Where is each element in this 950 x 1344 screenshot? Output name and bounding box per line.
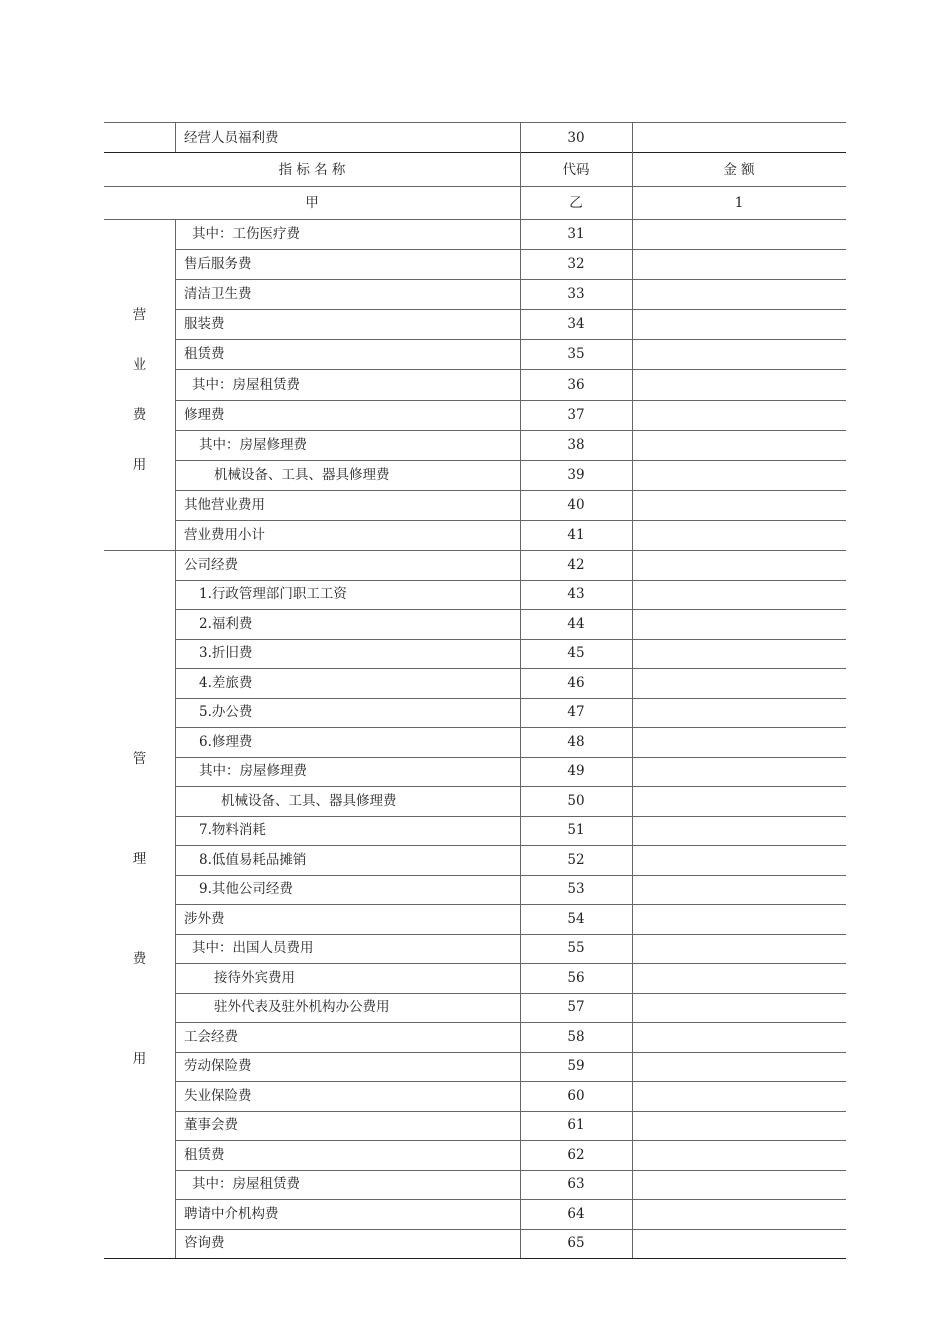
row-name: 机械设备、工具、器具修理费 (221, 792, 397, 809)
amount-cell (632, 369, 846, 399)
amount-cell (632, 1022, 846, 1052)
row-name: 4.差旅费 (199, 674, 253, 691)
row-code: 31 (567, 226, 585, 243)
row-name: 机械设备、工具、器具修理费 (214, 466, 390, 483)
row-code: 58 (567, 1028, 585, 1045)
amount-cell (632, 1140, 846, 1170)
row-name: 其中：房屋修理费 (199, 763, 307, 780)
row-divider (104, 1258, 846, 1259)
row-name: 3.折旧费 (199, 645, 253, 662)
row-code: 36 (567, 376, 585, 393)
row-name: 涉外费 (184, 910, 225, 927)
row-name: 其中：房屋修理费 (199, 436, 307, 453)
amount-cell (632, 460, 846, 490)
row-name: 2.福利费 (199, 615, 253, 632)
row-code: 40 (567, 496, 585, 513)
row-code: 51 (567, 822, 585, 839)
row-name: 其中：工伤医疗费 (192, 226, 300, 243)
amount-cell (632, 1081, 846, 1111)
header-amount: 金 额 (723, 162, 755, 178)
subheader-name: 甲 (305, 195, 319, 211)
row-divider (104, 122, 846, 123)
row-code: 62 (567, 1146, 585, 1163)
column-divider (175, 550, 176, 1258)
amount-cell (632, 875, 846, 905)
amount-cell (632, 249, 846, 279)
amount-cell (632, 609, 846, 639)
amount-cell (632, 904, 846, 934)
row-code: 64 (567, 1205, 585, 1222)
group-label-char: 费 (132, 407, 147, 423)
row-code: 45 (567, 645, 585, 662)
subheader-code: 乙 (569, 195, 583, 211)
row-code: 46 (567, 674, 585, 691)
amount-cell (632, 963, 846, 993)
group-label-char: 费 (132, 951, 147, 967)
row-code: 42 (567, 556, 585, 573)
group-label-char: 用 (132, 1051, 147, 1067)
row-name: 其中：房屋租赁费 (192, 376, 300, 393)
row-code: 53 (567, 881, 585, 898)
amount-cell (632, 339, 846, 369)
column-divider (632, 550, 633, 1258)
row-code: 50 (567, 792, 585, 809)
row-name: 1.行政管理部门职工工资 (199, 586, 347, 603)
header-code: 代码 (562, 162, 590, 178)
row-code: 63 (567, 1176, 585, 1193)
amount-cell (632, 1111, 846, 1141)
column-divider (520, 550, 521, 1258)
amount-cell (632, 993, 846, 1023)
row-code: 57 (567, 999, 585, 1016)
row-name: 售后服务费 (184, 256, 252, 273)
row-code: 30 (567, 130, 585, 146)
column-divider (632, 122, 633, 219)
amount-cell (632, 757, 846, 787)
amount-cell (632, 400, 846, 430)
row-code: 55 (567, 940, 585, 957)
row-name: 租赁费 (184, 346, 225, 363)
row-name: 董事会费 (184, 1117, 238, 1134)
row-name: 服装费 (184, 316, 225, 333)
row-name: 清洁卫生费 (184, 286, 252, 303)
row-name: 7.物料消耗 (199, 822, 266, 839)
row-code: 32 (567, 256, 585, 273)
row-name: 9.其他公司经费 (199, 881, 293, 898)
column-divider (175, 122, 176, 152)
column-divider (175, 219, 176, 550)
amount-cell (632, 430, 846, 460)
row-name: 其他营业费用 (184, 496, 265, 513)
row-name: 修理费 (184, 406, 225, 423)
group-label-char: 业 (132, 357, 147, 373)
row-name: 驻外代表及驻外机构办公费用 (214, 999, 390, 1016)
header-name: 指 标 名 称 (278, 162, 346, 178)
row-name: 失业保险费 (184, 1087, 252, 1104)
amount-cell (632, 786, 846, 816)
row-divider (104, 186, 846, 187)
row-code: 59 (567, 1058, 585, 1075)
amount-cell (632, 550, 846, 580)
group-label-char: 营 (132, 307, 147, 323)
row-divider (104, 152, 846, 153)
amount-cell (632, 845, 846, 875)
row-name: 公司经费 (184, 556, 238, 573)
row-name: 经营人员福利费 (184, 130, 279, 146)
amount-cell (632, 1199, 846, 1229)
row-name: 其中：出国人员费用 (192, 940, 314, 957)
group-label-char: 管 (132, 751, 147, 767)
row-code: 47 (567, 704, 585, 721)
amount-cell (632, 219, 846, 249)
row-name: 工会经费 (184, 1028, 238, 1045)
row-name: 接待外宾费用 (214, 969, 295, 986)
row-name: 咨询费 (184, 1235, 225, 1252)
amount-cell (632, 580, 846, 610)
row-name: 8.低值易耗品摊销 (199, 851, 307, 868)
row-code: 39 (567, 466, 585, 483)
amount-cell (632, 1052, 846, 1082)
amount-cell (632, 1229, 846, 1259)
row-code: 35 (567, 346, 585, 363)
row-name: 劳动保险费 (184, 1058, 252, 1075)
row-code: 48 (567, 733, 585, 750)
row-code: 60 (567, 1087, 585, 1104)
amount-cell (632, 279, 846, 309)
amount-cell (632, 727, 846, 757)
row-code: 54 (567, 910, 585, 927)
row-code: 52 (567, 851, 585, 868)
row-code: 56 (567, 969, 585, 986)
row-code: 61 (567, 1117, 585, 1134)
group-label-char: 理 (132, 851, 147, 867)
amount-cell (632, 309, 846, 339)
column-divider (632, 219, 633, 550)
amount-cell (632, 1170, 846, 1200)
column-divider (520, 219, 521, 550)
row-name: 6.修理费 (199, 733, 253, 750)
amount-cell (632, 490, 846, 520)
row-code: 38 (567, 436, 585, 453)
amount-cell (632, 816, 846, 846)
row-name: 租赁费 (184, 1146, 225, 1163)
row-code: 49 (567, 763, 585, 780)
row-name: 聘请中介机构费 (184, 1205, 279, 1222)
row-code: 43 (567, 586, 585, 603)
row-code: 65 (567, 1235, 585, 1252)
row-code: 34 (567, 316, 585, 333)
row-code: 44 (567, 615, 585, 632)
row-name: 营业费用小计 (184, 526, 265, 543)
amount-cell (632, 639, 846, 669)
amount-cell (632, 698, 846, 728)
amount-cell (632, 668, 846, 698)
row-code: 33 (567, 286, 585, 303)
amount-cell (632, 520, 846, 550)
amount-cell (632, 934, 846, 964)
row-code: 37 (567, 406, 585, 423)
column-divider (520, 122, 521, 219)
subheader-amount: 1 (734, 195, 744, 211)
group-label-char: 用 (132, 457, 147, 473)
row-name: 5.办公费 (199, 704, 253, 721)
row-code: 41 (567, 526, 585, 543)
row-name: 其中：房屋租赁费 (192, 1176, 300, 1193)
